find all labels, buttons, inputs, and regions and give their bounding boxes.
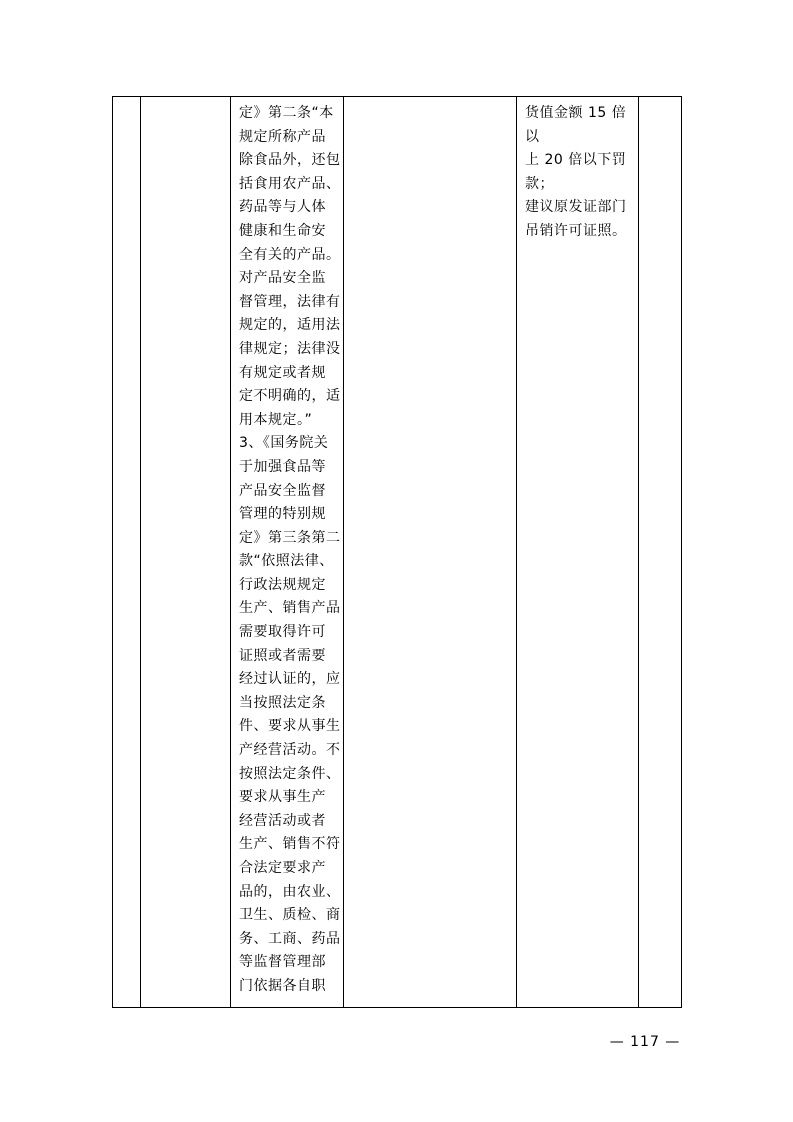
cell-legal-basis-text: 定》第二条“本 规定所称产品 除食品外，还包 括食用农产品、 药品等与人体 健康和生命安 全有关的产品。 对产品安全监 督管理，法律有 规定的，适用法 律规定；法律没 有规定或者规 定不明确的，适 用本规定。” 3、《国务院关 于加强食品等 产品安全监督 管理的特别规 定》第三条第二 款“依照法律、 行政法规规定 生产、销售产品 需要取得许可 证照或者需要 经过认证的，应 当按照法定条 件、要求从事生 产经营活动。不 按照法定条件、 要求从事生产 经营活动或者 生产、销售不符 合法定要求产 品的，由农业、 卫生、质检、商 务、工商、药品 等监督管理部 门依据各自职 (239, 105, 341, 994)
table-cell-circumstance (344, 97, 517, 1008)
cell-penalty-text: 货值金额 15 倍以 上 20 倍以下罚款； 建议原发证部门 吊销许可证照。 (525, 105, 627, 239)
table-cell-item (141, 97, 231, 1008)
table-cell-penalty (517, 97, 639, 1008)
table-cell-index (113, 97, 141, 1008)
table-cell-legal-basis (231, 97, 344, 1008)
document-table (112, 96, 682, 1008)
table-cell-remarks (639, 97, 682, 1008)
page-number: — 117 — (609, 1034, 681, 1050)
table-row (113, 97, 682, 1008)
